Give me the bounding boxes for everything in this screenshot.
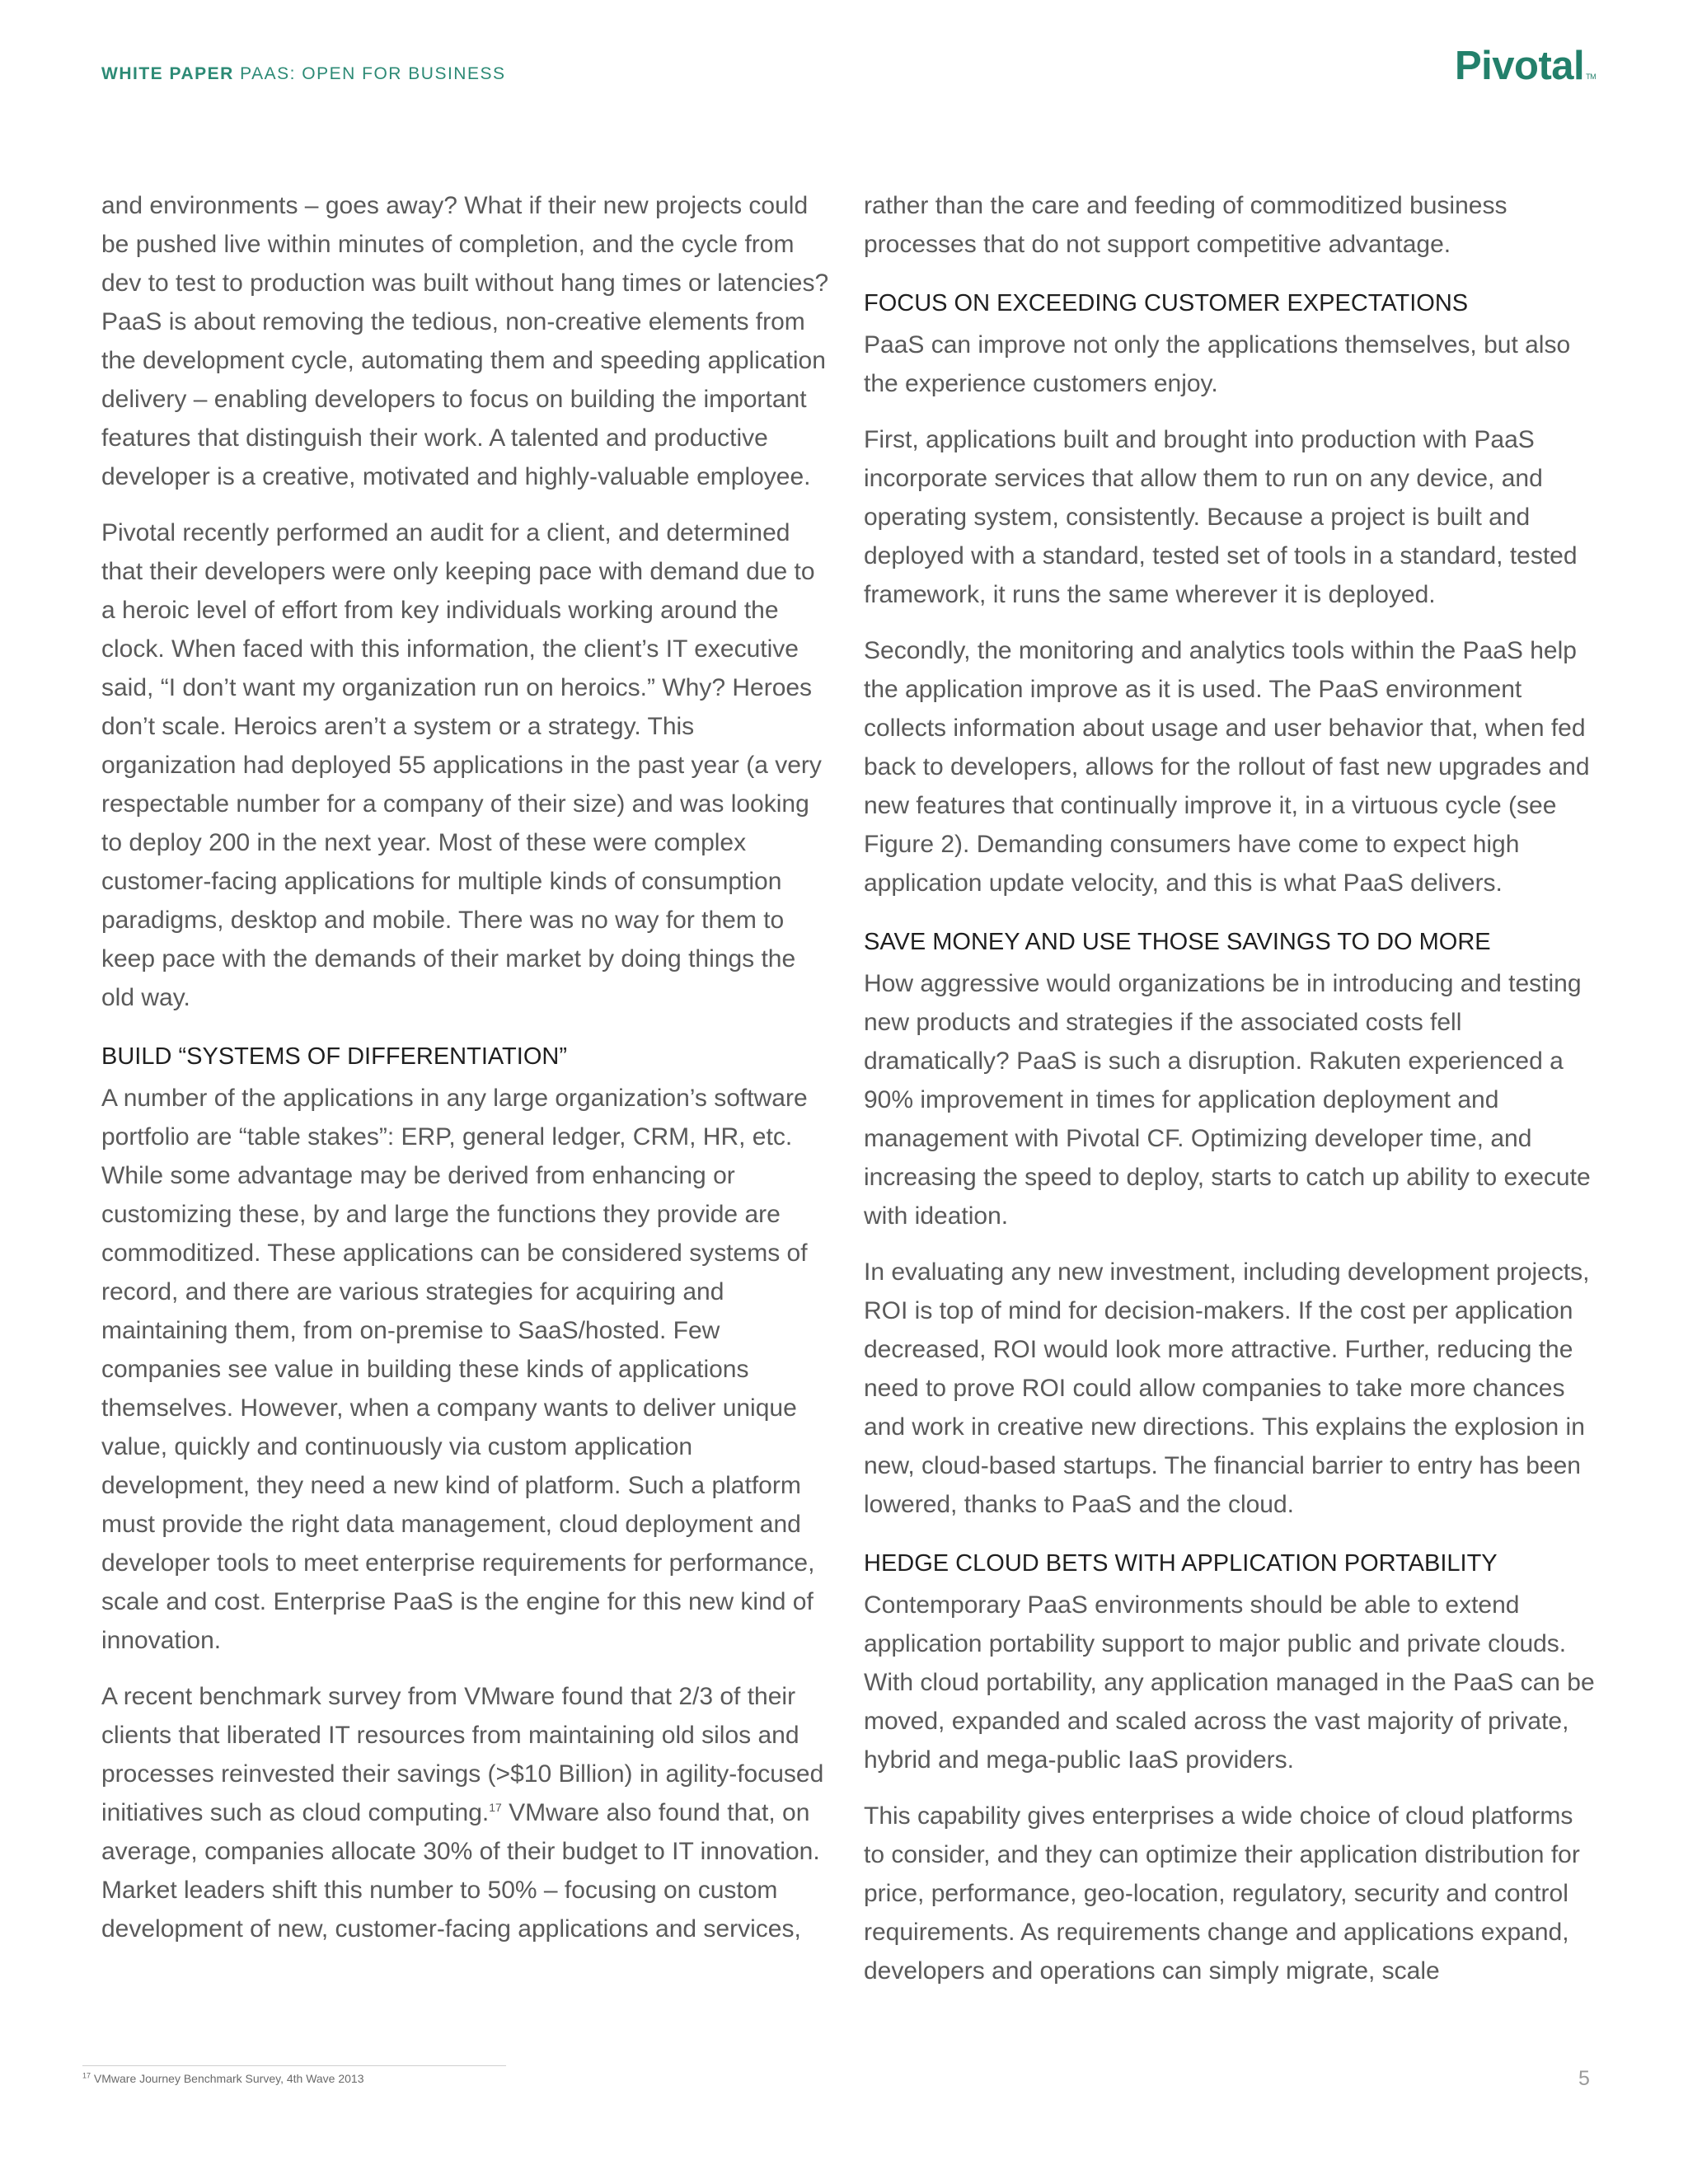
trademark-mark: TM <box>1586 73 1597 81</box>
footnote-reference[interactable]: 17 <box>489 1801 502 1814</box>
paragraph: First, applications built and brought into production with PaaS incorporate services that allow them to run on any device, and operating system, consistently. Because a project is built and deployed with a standard, tested set of tools in a standard, tested framework, it runs the same wherever it is deployed. <box>864 426 1578 608</box>
section-heading: SAVE MONEY AND USE THOSE SAVINGS TO DO MORE <box>864 929 1491 955</box>
paragraph: A number of the applications in any large organization’s software portfolio are “table stakes”: ERP, general ledger, CRM, HR, etc. While some advantage may be derived from enhancing or customizing these, by and large the functions they provide are commoditized. These applications can be considered systems of record, and there are various strategies for acquiring and maintaining them, from on-premise to SaaS/hosted. Few companies see value in building these kinds of applications themselves. However, when a company wants to deliver unique value, quickly and continuously via custom application development, they need a new kind of platform. Such a platform must provide the right data management, cloud deployment and developer tools to meet enterprise requirements for performance, scale and cost. Enterprise PaaS is the engine for this new kind of innovation. <box>101 1085 815 1654</box>
paragraph-text: A recent benchmark survey from VMware found that 2/3 of their clients that liberated IT resources from maintaining old silos and processes reinvested their savings (>$10 Billion) in agility-focused initiatives such as cloud computing. <box>101 1683 824 1826</box>
right-column <box>864 186 1597 2008</box>
left-column <box>101 186 831 1966</box>
logo-text: Pivotal <box>1455 44 1585 88</box>
section-heading: HEDGE CLOUD BETS WITH APPLICATION PORTABILITY <box>864 1550 1498 1577</box>
footnote-divider <box>82 2065 506 2066</box>
pivotal-logo <box>1455 43 1596 89</box>
paragraph: and environments – goes away? What if their new projects could be pushed live within minutes of completion, and the cycle from dev to test to production was built without hang times or latencies? PaaS is about removing the tedious, non-creative elements from the development cycle, automating them and speeding application delivery – enabling developers to focus on building the important features that distinguish their work. A talented and productive developer is a creative, motivated and highly-valuable employee. <box>101 192 829 490</box>
paragraph: Pivotal recently performed an audit for a client, and determined that their developers were only keeping pace with demand due to a heroic level of effort from key individuals working around the clock. When faced with this information, the client’s IT executive said, “I don’t want my organization run on heroics.” Why? Heroes don’t scale. Heroics aren’t a system or a strategy. This organization had deployed 55 applications in the past year (a very respectable number for a company of their size) and was looking to deploy 200 in the next year. Most of these were complex customer-facing applications for multiple kinds of consumption paradigms, desktop and mobile. There was no way for them to keep pace with the demands of their market by doing things the old way. <box>101 519 822 1011</box>
header-label <box>101 64 506 84</box>
footnote <box>82 2072 364 2085</box>
doc-type: WHITE PAPER <box>101 64 234 83</box>
page-number: 5 <box>1578 2067 1590 2090</box>
paragraph <box>101 1677 831 1948</box>
paragraph: rather than the care and feeding of commoditized business processes that do not support competitive advantage. <box>864 192 1507 258</box>
paragraph-text: VMware also found that, on average, companies allocate 30% of their budget to IT innovation. Market leaders shift this number to 50% – focusing on custom development of new, customer-facing applications and services, <box>101 1799 820 1943</box>
paragraph: PaaS can improve not only the applications themselves, but also the experience customers enjoy. <box>864 331 1571 397</box>
section-heading: BUILD “SYSTEMS OF DIFFERENTIATION” <box>101 1043 567 1070</box>
paragraph: How aggressive would organizations be in introducing and testing new products and strategies if the associated costs fell dramatically? PaaS is such a disruption. Rakuten experienced a 90% improvement in times for application deployment and management with Pivotal CF. Optimizing developer time, and increasing the speed to deploy, starts to catch up ability to execute with ideation. <box>864 970 1591 1230</box>
footnote-number: 17 <box>82 2071 91 2080</box>
paragraph: Contemporary PaaS environments should be able to extend application portability support to major public and private clouds. With cloud portability, any application managed in the PaaS can be moved, expanded and scaled across the vast majority of private, hybrid and mega-public IaaS providers. <box>864 1591 1595 1774</box>
footnote-text: VMware Journey Benchmark Survey, 4th Wave 2013 <box>93 2072 364 2085</box>
section-heading: FOCUS ON EXCEEDING CUSTOMER EXPECTATIONS <box>864 290 1469 316</box>
paragraph: Secondly, the monitoring and analytics tools within the PaaS help the application improve as it is used. The PaaS environment collects information about usage and user behavior that, when fed back to developers, allows for the rollout of fast new upgrades and new features that continually improve it, in a virtuous cycle (see Figure 2). Demanding consumers have come to expect high application update velocity, and this is what PaaS delivers. <box>864 637 1590 897</box>
paragraph: This capability gives enterprises a wide choice of cloud platforms to consider, and they can optimize their application distribution for price, performance, geo-location, regulatory, security and control requirements. As requirements change and applications expand, developers and operations can simply migrate, scale <box>864 1802 1580 1985</box>
paragraph: In evaluating any new investment, including development projects, ROI is top of mind for decision-makers. If the cost per application decreased, ROI would look more attractive. Further, reducing the need to prove ROI could allow companies to take more chances and work in creative new directions. This explains the explosion in new, cloud-based startups. The financial barrier to entry has been lowered, thanks to PaaS and the cloud. <box>864 1258 1590 1518</box>
doc-title: PAAS: OPEN FOR BUSINESS <box>240 64 506 83</box>
